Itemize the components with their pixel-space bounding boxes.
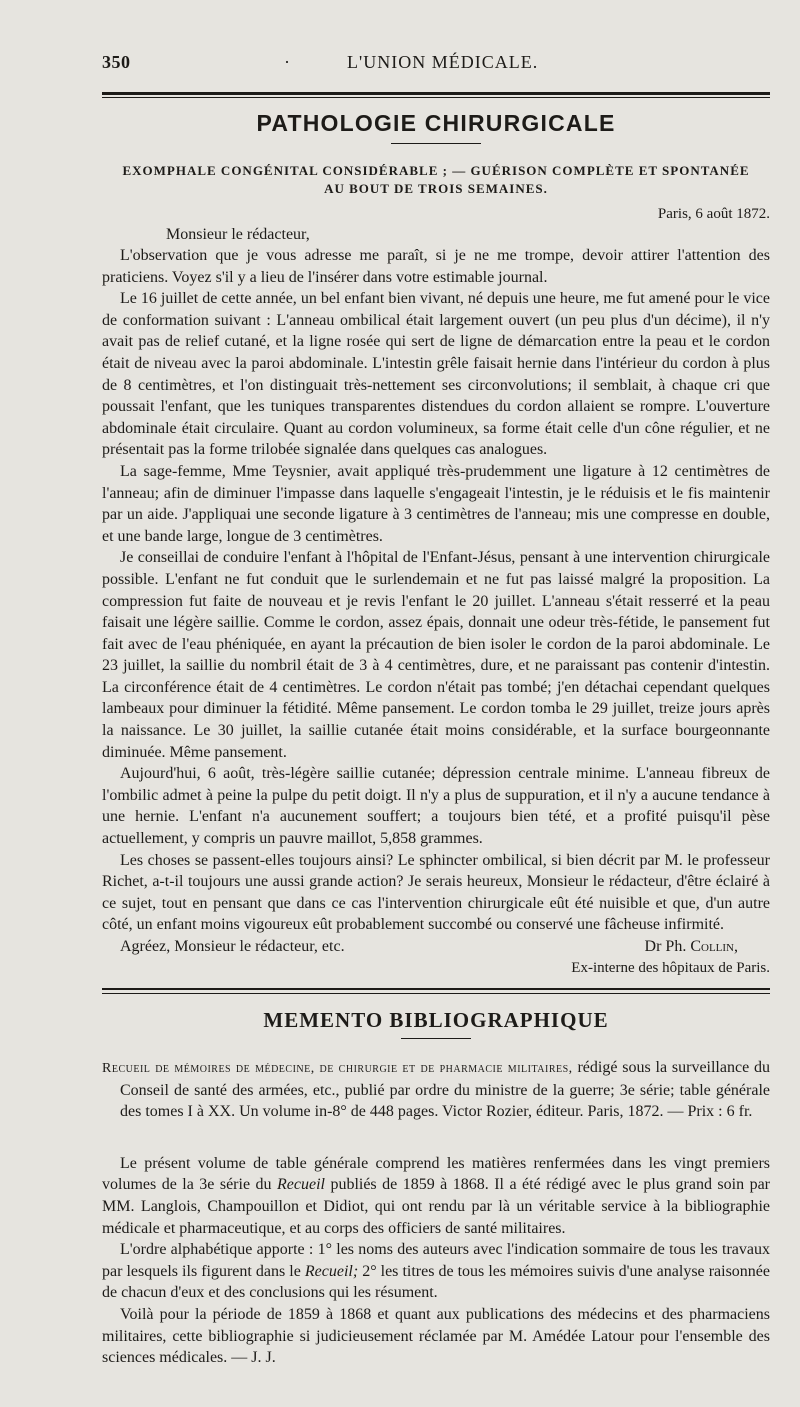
author-affiliation: Ex-interne des hôpitaux de Paris. [571, 960, 770, 976]
page-number: 350 [102, 52, 131, 72]
header-rule [102, 92, 770, 95]
section-separator [102, 988, 770, 994]
section-title: PATHOLOGIE CHIRURGICALE [256, 110, 616, 136]
article-paragraph-6: Les choses se passent-elles toujours ainsi? Le sphincter ombilical, si bien décrit par M. le professeur Richet, a-t-il toujours une aussi grande action? Je serais heureux, Monsieur le rédacteur, d'être éclairé à ce sujet, tout en pensant que dans ce cas l'intervention chirurgicale eût été nuisible et que, d'un autre côté, un enfant moins vigoureux eût probablement succombé ou conservé une fâcheuse infirmité. [102, 851, 770, 934]
dateline: Paris, 6 août 1872. [657, 206, 770, 222]
header-rule-thin [102, 97, 770, 98]
article-paragraph-1: L'observation que je vous adresse me paraît, si je ne me trompe, devoir attirer l'attention des praticiens. Voyez s'il y a lieu de l'insérer dans votre estimable journal. [102, 247, 770, 286]
article-title [102, 162, 770, 198]
running-head [102, 52, 770, 82]
signature-row [102, 936, 770, 958]
memento-p1-italic: Recueil [277, 1176, 325, 1194]
memento-p1-text-b: publiés de 1859 à 1868. Il a été rédigé avec le plus grand soin par MM. Langlois, Champouillon et Didiot, qui ont rendu par là un véritable service à la bibliographie médicale et pharmaceutique, et au corps des officiers de santé militaires. [102, 1176, 770, 1237]
memento-paragraph-2 [102, 1239, 770, 1304]
memento-paragraph-3: Voilà pour la période de 1859 à 1868 et quant aux publications des médecins et des pharmaciens militaires, cette bibliographie si judicieusement réclamée par M. Amédée Latour pour l'ensemble des sciences médicales. — J. J. [102, 1305, 770, 1367]
closing-formula: Agréez, Monsieur le rédacteur, etc. [120, 938, 345, 955]
journal-title: L'UNION MÉDICALE. [347, 52, 539, 72]
article-title-line-2: AU BOUT DE TROIS SEMAINES. [324, 181, 548, 196]
bibliography-entry-details: rédigé sous la surveillance du Conseil de santé des armées, etc., publié par ordre du ministre de la guerre; 3e série; table générale des tomes I à XX. Un volume in-8° de 448 pages. Victor Rozier, éditeur. Paris, 1872. — Prix : 6 fr. [120, 1059, 770, 1121]
memento-divider [401, 1038, 471, 1039]
bibliography-entry-title: Recueil de mémoires de médecine, de chirurgie et de pharmacie militaires, [102, 1061, 573, 1076]
article-title-line-1: EXOMPHALE CONGÉNITAL CONSIDÉRABLE ; — GUÉRISON COMPLÈTE ET SPONTANÉE [122, 163, 750, 178]
article-paragraph-4: Je conseillai de conduire l'enfant à l'hôpital de l'Enfant-Jésus, pensant à une intervention chirurgicale possible. L'enfant ne fut conduit que le surlendemain et ne fut pas laissé malgré la proposition. La compression fut faite de nouveau et je revis l'enfant le 20 juillet. L'anneau s'était resserré et la peau faisait une légère saillie. Comme le cordon, assez épais, donnait une odeur très-fétide, le pansement fut fait avec de l'eau phéniquée, en ayant la précaution de bien isoler le cordon de la paroi abdominale. Le 23 juillet, la saillie du nombril était de 3 à 4 centimètres, dure, et ne paraissant pas contenir d'intestin. La circonférence était de 4 centimètres. Le cordon n'était pas tombé; j'en détachai cependant quelques lambeaux pour diminuer la fétidité. Même pansement. Le cordon tomba le 29 juillet, treize jours après la naissance. Le 30 juillet, la saillie cutanée était moins considérable, et la surface bourgeonnante diminuée. Même pansement. [102, 549, 770, 761]
memento-title: MEMENTO BIBLIOGRAPHIQUE [263, 1008, 609, 1032]
signature-name: Collin, [690, 938, 738, 955]
article-paragraph-3: La sage-femme, Mme Teysnier, avait appliqué très-prudemment une ligature à 12 centimètres de l'anneau; afin de diminuer l'impasse dans laquelle s'engageait l'intestin, je le réduisis et le fis maintenir par un aide. J'appliquai une seconde ligature à 3 centimètres de l'anneau; mis une compresse en double, et une bande large, longue de 3 centimètres. [102, 462, 770, 545]
header-separator: · [284, 52, 291, 72]
signature-prefix: Dr Ph. [644, 938, 687, 955]
section-divider [391, 143, 481, 144]
salutation: Monsieur le rédacteur, [166, 226, 310, 243]
bibliography-entry [102, 1057, 770, 1123]
memento-p2-text-b: 2° les titres de tous les mémoires suivis d'une analyse raisonnée de chacun d'eux et des conclusions qui les résument. [102, 1262, 770, 1302]
memento-p1-text-a: Le présent volume de table générale comprend les matières renfermées dans les vingt premiers volumes de la 3e série du [102, 1154, 770, 1194]
memento-p2-italic: Recueil; [304, 1262, 359, 1280]
signature [645, 936, 738, 958]
memento-paragraph-1 [102, 1153, 770, 1239]
memento-p2-text-a: L'ordre alphabétique apporte : 1° les noms des auteurs avec l'indication sommaire de tous les travaux par lesquels ils figurent dans le [102, 1241, 770, 1280]
article-paragraph-2: Le 16 juillet de cette année, un bel enfant bien vivant, né depuis une heure, me fut amené pour le vice de conformation suivant : L'anneau ombilical était largement ouvert (un peu plus d'un décime), il n'y avait pas de relief cutané, et la ligne rosée qui sert de ligne de démarcation entre la peau et le cordon était de niveau avec la paroi abdominale. L'intestin grêle faisait hernie dans l'intérieur du cordon à plus de 8 centimètres, et l'on distinguait très-nettement ses circonvolutions; il semblait, à chaque cri que poussait l'enfant, que les tuniques transparentes distendues du cordon allaient se rompre. L'ouverture abdominale était circulaire. Quant au cordon volumineux, sa forme était celle d'un cône régulier, et ne présentait pas la forme trilobée signalée dans quelques cas analogues. [102, 290, 770, 459]
article-paragraph-5: Aujourd'hui, 6 août, très-légère saillie cutanée; dépression centrale minime. L'anneau fibreux de l'ombilic admet à peine la pulpe du petit doigt. Il n'y a plus de suppuration, et il n'y a aucune tendance à une hernie. L'enfant n'a aucunement souffert; a toujours bien tété, et a profité puisqu'il pèse actuellement, y compris un pauvre maillot, 5,858 grammes. [102, 765, 770, 848]
